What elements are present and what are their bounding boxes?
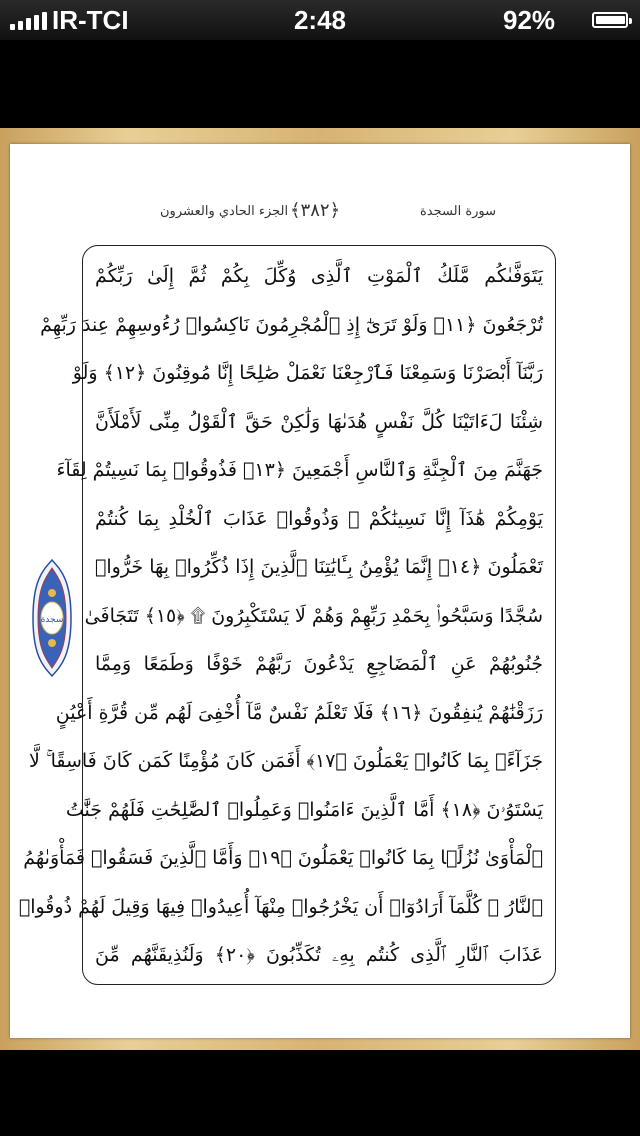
status-bar bbox=[0, 0, 640, 40]
verse-line: جَزَآءًۢ بِمَا كَانُوا۟ يَعْمَلُونَ ﴿١٧﴾ أَفَمَن كَانَ مُؤْمِنًا كَمَن كَانَ فَاسِقًا ۚ لَّا bbox=[28, 750, 543, 772]
verse-line: جُنُوبُهُمْ عَنِ ٱلْمَضَاجِعِ يَدْعُونَ رَبَّهُمْ خَوْفًا وَطَمَعًا وَمِمَّا bbox=[95, 653, 543, 675]
verse-line: تُرْجَعُونَ ﴿١١﴾ وَلَوْ تَرَىٰٓ إِذِ ٱلْمُجْرِمُونَ نَاكِسُوا۟ رُءُوسِهِمْ عِندَ رَبِّهِمْ bbox=[40, 313, 543, 336]
verse-line: ٱلْمَأْوَىٰ نُزُلًۢا بِمَا كَانُوا۟ يَعْمَلُونَ ﴿١٩﴾ وَأَمَّا ٱلَّذِينَ فَسَقُوا۟ فَمَأْوَىٰهُمُ bbox=[23, 847, 543, 869]
quran-page[interactable] bbox=[10, 144, 630, 1038]
juz-title: الجزء الحادي والعشرون bbox=[160, 204, 289, 219]
verse-line: عَذَابَ ٱلنَّارِ ٱلَّذِى كُنتُم بِهِۦ تُكَذِّبُونَ ﴿٢٠﴾ وَلَنُذِيقَنَّهُم مِّنَ bbox=[95, 944, 544, 966]
page-number: ﴿٣٨٢﴾ bbox=[290, 200, 341, 221]
page-header bbox=[10, 200, 630, 226]
sajdah-label: سجدة bbox=[40, 615, 64, 625]
verse-line: يَوْمِكُمْ هَٰذَآ إِنَّا نَسِينَٰكُمْ ۖ وَذُوقُوا۟ عَذَابَ ٱلْخُلْدِ بِمَا كُنتُمْ bbox=[95, 507, 543, 530]
battery-icon bbox=[592, 12, 628, 28]
reader-frame bbox=[0, 128, 640, 1050]
verse-line: تَعْمَلُونَ ﴿١٤﴾ إِنَّمَا يُؤْمِنُ بِـَٔايَٰتِنَا ٱلَّذِينَ إِذَا ذُكِّرُوا۟ بِهَا خَرُّوا۟ bbox=[95, 556, 543, 578]
verse-line: رَزَقْنَٰهُمْ يُنفِقُونَ ﴿١٦﴾ فَلَا تَعْلَمُ نَفْسٌ مَّآ أُخْفِىَ لَهُم مِّن قُرَّةِ أَعْيُنٍ bbox=[55, 701, 543, 724]
surah-title: سورة السجدة bbox=[420, 204, 497, 219]
battery-level-fill bbox=[596, 16, 625, 24]
verse-line: شِئْنَا لَءَاتَيْنَا كُلَّ نَفْسٍ هُدَىٰهَا وَلَٰكِنْ حَقَّ ٱلْقَوْلُ مِنِّى لَأَمْلَأَنَّ bbox=[95, 410, 543, 433]
verse-line: ٱلنَّارُ ۖ كُلَّمَآ أَرَادُوٓا۟ أَن يَخْرُجُوا۟ مِنْهَآ أُعِيدُوا۟ فِيهَا وَقِيلَ لَهُمْ ذُوقُوا۟ bbox=[18, 895, 543, 918]
battery-percentage: 92% bbox=[503, 5, 556, 35]
verse-line: يَسْتَوُۥنَ ﴿١٨﴾ أَمَّا ٱلَّذِينَ ءَامَنُوا۟ وَعَمِلُوا۟ ٱلصَّٰلِحَٰتِ فَلَهُمْ جَنَّٰتُ bbox=[65, 798, 543, 821]
verse-line: سُجَّدًا وَسَبَّحُوا۟ بِحَمْدِ رَبِّهِمْ وَهُمْ لَا يَسْتَكْبِرُونَ ۩ ﴿١٥﴾ تَتَجَافَىٰ bbox=[84, 604, 543, 627]
verse-line: يَتَوَفَّىٰكُم مَّلَكُ ٱلْمَوْتِ ٱلَّذِى وُكِّلَ بِكُمْ ثُمَّ إِلَىٰ رَبِّكُمْ bbox=[95, 265, 543, 287]
status-time: 2:48 bbox=[293, 5, 347, 35]
bottom-bar bbox=[0, 1050, 640, 1136]
verse-line: جَهَنَّمَ مِنَ ٱلْجِنَّةِ وَٱلنَّاسِ أَجْمَعِينَ ﴿١٣﴾ فَذُوقُوا۟ بِمَا نَسِيتُمْ لِقَآءَ bbox=[56, 459, 543, 481]
carrier-name: IR-TCI bbox=[52, 5, 129, 35]
sajdah-marker-icon[interactable] bbox=[31, 558, 73, 678]
verse-line: رَبَّنَآ أَبْصَرْنَا وَسَمِعْنَا فَٱرْجِعْنَا نَعْمَلْ صَٰلِحًا إِنَّا مُوقِنُونَ ﴿١٢﴾ وَلَوْ bbox=[72, 362, 543, 384]
